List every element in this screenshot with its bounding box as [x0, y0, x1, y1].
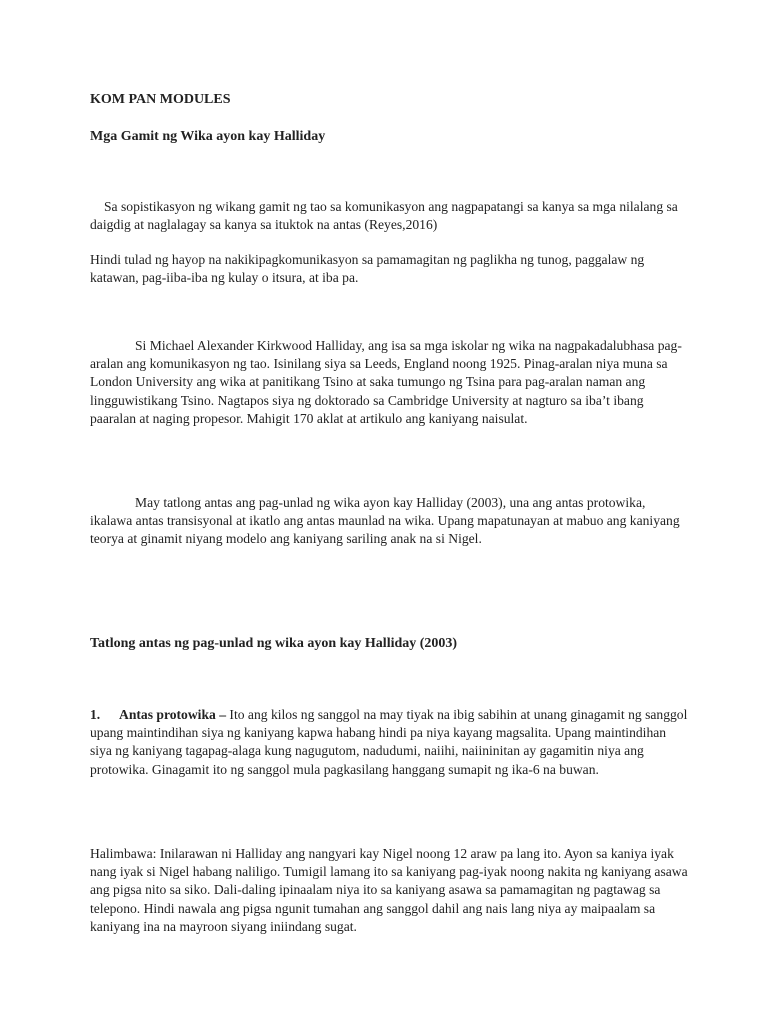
document-subtitle: Mga Gamit ng Wika ayon kay Halliday	[90, 129, 326, 144]
paragraph-halliday-bio: Si Michael Alexander Kirkwood Halliday, ang isa sa mga iskolar ng wika na nagpakadalubhasa pag-aralan ang komunikasyon ng tao. Isinilang siya sa Leeds, England noong 1925. Pinag-aralan niya muna sa London University ang wika at panitikang Tsino at saka tumungo ng Tsina para pag-aralan naman ang lingguwistikang Tsino. Nagtapos siya ng doktorado sa Cambridge University at nagturo sa iba’t ibang paaralan at naging propesor. Mahigit 170 aklat at artikulo ang kaniyang naisulat.	[90, 338, 682, 426]
list-item-term: Antas protowika –	[119, 707, 227, 722]
list-item-protowika	[90, 706, 690, 779]
paragraph-intro: Sa sopistikasyon ng wikang gamit ng tao sa komunikasyon ang nagpapatangi sa kanya sa mga nilalang sa daigdig at naglalagay sa kanya sa ituktok na antas (Reyes,2016)	[90, 199, 678, 233]
list-item-number: 1.	[90, 707, 101, 722]
paragraph-example: Halimbawa: Inilarawan ni Halliday ang nangyari kay Nigel noong 12 araw pa lang ito. Ayon sa kaniya iyak nang iyak si Nigel habang naliligo. Tumigil lamang ito sa kaniyang pag-iyak noong nakita ng kaniyang asawa ang pigsa nito sa siko. Dali-daling ipinaalam niya ito sa kaniyang asawa sa pamamagitan ng pagtawag sa telepono. Hindi nawala ang pigsa ngunit tumahan ang sanggol dahil ang nais lang niya ay maipaalam sa kaniyang ina na mayroon siyang iniindang sugat.	[90, 846, 688, 934]
document-title: KOM PAN MODULES	[90, 92, 231, 107]
list-item-text: Ito ang kilos ng sanggol na may tiyak na ibig sabihin at unang ginagamit ng sanggol upang maintindihan siya ng kaniyang kapwa habang hindi pa niya kayang magsalita. Upang maintindihan siya ng kaniyang tagapag-alaga kung nagugutom, nadudumi, naiihi, naiininitan ay gagamitin niya ang protowika. Ginagamit ito ng sanggol mula pagkasilang hanggang sumapit ng ika-6 na buwan.	[90, 707, 688, 777]
paragraph-stages-overview: May tatlong antas ang pag-unlad ng wika ayon kay Halliday (2003), una ang antas protowika, ikalawa antas transisyonal at ikatlo ang antas maunlad na wika. Upang mapatunayan at mabuo ang kaniyang teorya at ginamit niyang modelo ang kaniyang sariling anak na si Nigel.	[90, 495, 680, 547]
paragraph-animals: Hindi tulad ng hayop na nakikipagkomunikasyon sa pamamagitan ng paglikha ng tunog, paggalaw ng katawan, pag-iiba-iba ng kulay o itsura, at iba pa.	[90, 252, 645, 286]
section-heading: Tatlong antas ng pag-unlad ng wika ayon kay Halliday (2003)	[90, 636, 458, 651]
